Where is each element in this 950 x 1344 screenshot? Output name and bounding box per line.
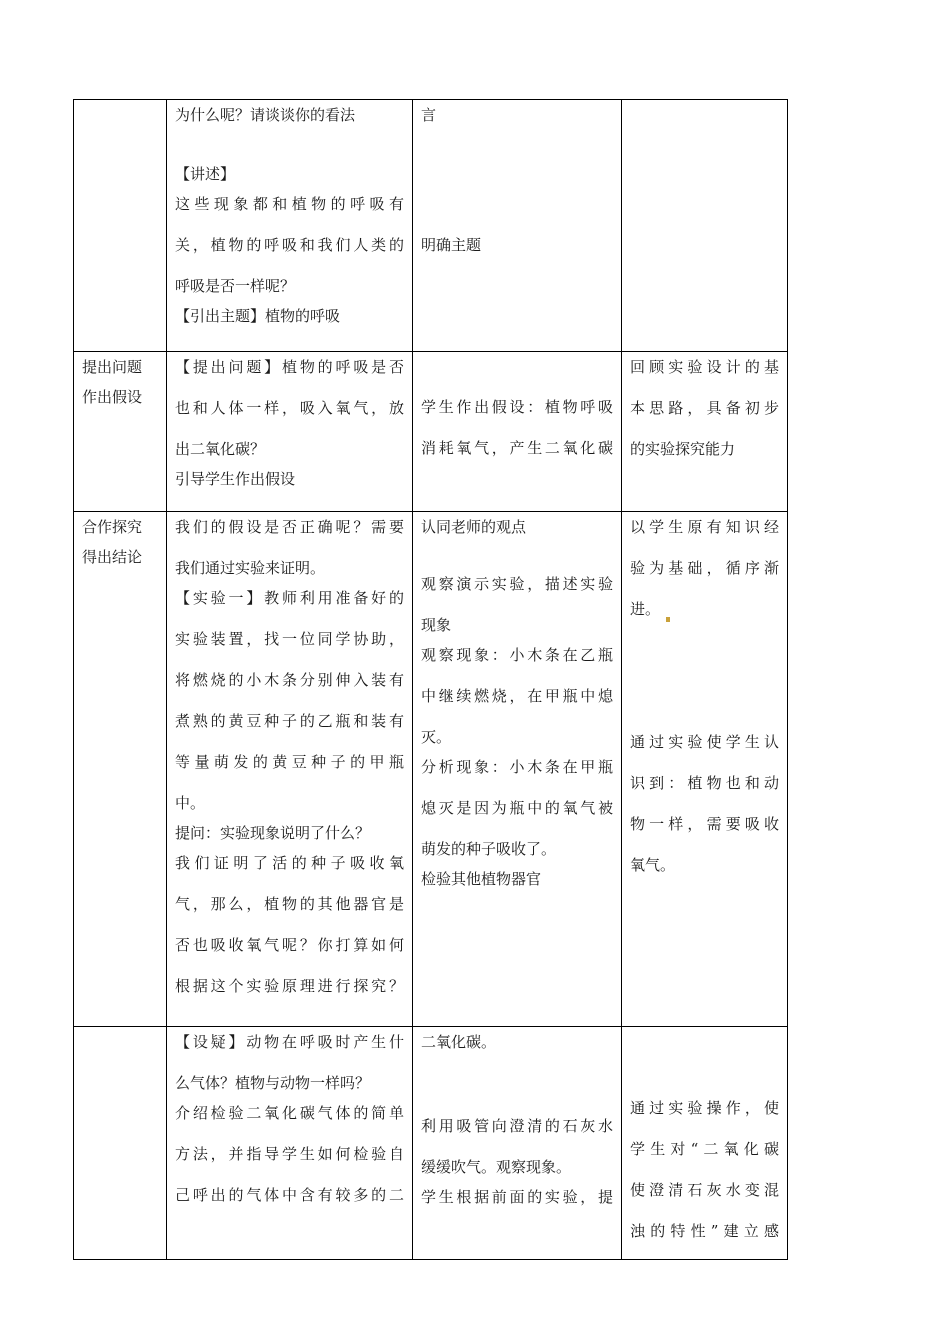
text-line: 介绍检验二氧化碳气体的简单 bbox=[175, 1104, 404, 1122]
text-line: 为什么呢？请谈谈你的看法 bbox=[175, 106, 356, 124]
text-line: 验为基础，循序渐 bbox=[630, 559, 779, 577]
design-intent-cell bbox=[622, 512, 788, 1027]
text-line: 我们证明了活的种子吸收氧 bbox=[175, 854, 404, 872]
stage-cell bbox=[74, 352, 167, 512]
text-line: 作出假设 bbox=[82, 388, 143, 406]
stage-cell bbox=[74, 512, 167, 1027]
text-line: 认同老师的观点 bbox=[421, 518, 527, 536]
text-line: 呼吸是否一样呢？ bbox=[175, 277, 296, 295]
text-line: 明确主题 bbox=[421, 236, 482, 254]
table-row bbox=[74, 1027, 788, 1260]
text-line: 学生根据前面的实验，提 bbox=[421, 1188, 613, 1206]
teacher-activity-cell bbox=[167, 352, 413, 512]
text-line: 引导学生作出假设 bbox=[175, 470, 296, 488]
text-line: 缓缓吹气。观察现象。 bbox=[421, 1158, 572, 1176]
text-line: 我们的假设是否正确呢？需要 bbox=[175, 518, 404, 536]
text-line-content: 进。 bbox=[630, 600, 661, 618]
stage-cell bbox=[74, 100, 167, 352]
student-activity-cell bbox=[413, 100, 622, 352]
text-line: 将燃烧的小木条分别伸入装有 bbox=[175, 671, 404, 689]
text-line: 【引出主题】植物的呼吸 bbox=[175, 307, 341, 325]
text-line: 利用吸管向澄清的石灰水 bbox=[421, 1117, 613, 1135]
text-line: 【实验一】教师利用准备好的 bbox=[175, 589, 404, 607]
text-line: 否也吸收氧气呢？你打算如何 bbox=[175, 936, 404, 954]
text-line: 识到：植物也和动 bbox=[630, 774, 779, 792]
design-intent-cell bbox=[622, 352, 788, 512]
student-activity-cell bbox=[413, 1027, 622, 1260]
text-line: 这些现象都和植物的呼吸有 bbox=[175, 195, 404, 213]
student-activity-cell bbox=[413, 352, 622, 512]
text-line: 检验其他植物器官 bbox=[421, 870, 542, 888]
text-line: 回顾实验设计的基 bbox=[630, 358, 779, 376]
text-line: 【设疑】动物在呼吸时产生什 bbox=[175, 1033, 404, 1051]
text-line: 提问：实验现象说明了什么？ bbox=[175, 824, 371, 842]
text-line: 中继续燃烧，在甲瓶中熄 bbox=[421, 687, 613, 705]
text-line: 物一样，需要吸收 bbox=[630, 815, 779, 833]
text-line: 言 bbox=[421, 106, 437, 124]
text-line: 学生对“二氧化碳 bbox=[630, 1140, 779, 1158]
text-line: 【讲述】 bbox=[175, 165, 236, 183]
text-line: 也和人体一样，吸入氧气，放 bbox=[175, 399, 404, 417]
text-line: 得出结论 bbox=[82, 548, 143, 566]
text-line: 学生作出假设：植物呼吸 bbox=[421, 398, 613, 416]
text-line: 灭。 bbox=[421, 728, 452, 746]
stage-cell bbox=[74, 1027, 167, 1260]
lesson-plan-table bbox=[73, 99, 788, 1260]
student-activity-cell bbox=[413, 512, 622, 1027]
text-line: 二氧化碳。 bbox=[421, 1033, 497, 1051]
text-line: 的实验探究能力 bbox=[630, 440, 736, 458]
text-line: 通过实验操作，使 bbox=[630, 1099, 779, 1117]
table-row bbox=[74, 352, 788, 512]
text-line: 出二氧化碳？ bbox=[175, 440, 266, 458]
text-line: 么气体？植物与动物一样吗？ bbox=[175, 1074, 371, 1092]
ink-speck bbox=[666, 617, 670, 622]
table-row bbox=[74, 512, 788, 1027]
text-line: 合作探究 bbox=[82, 518, 143, 536]
teacher-activity-cell bbox=[167, 100, 413, 352]
text-line: 熄灭是因为瓶中的氧气被 bbox=[421, 799, 613, 817]
text-line bbox=[630, 596, 779, 637]
text-line: 方法，并指导学生如何检验自 bbox=[175, 1145, 404, 1163]
text-line: 我们通过实验来证明。 bbox=[175, 559, 326, 577]
text-line: 己呼出的气体中含有较多的二 bbox=[175, 1186, 404, 1204]
text-line: 氧气。 bbox=[630, 856, 676, 874]
text-line: 萌发的种子吸收了。 bbox=[421, 840, 557, 858]
text-line: 实验装置，找一位同学协助， bbox=[175, 630, 404, 648]
teacher-activity-cell bbox=[167, 1027, 413, 1260]
teacher-activity-cell bbox=[167, 512, 413, 1027]
text-line: 观察现象：小木条在乙瓶 bbox=[421, 646, 613, 664]
text-line: 提出问题 bbox=[82, 358, 143, 376]
text-line bbox=[175, 232, 404, 273]
text-line: 中。 bbox=[175, 794, 206, 812]
text-line: 观察演示实验，描述实验 bbox=[421, 575, 613, 593]
text-line: 使澄清石灰水变混 bbox=[630, 1181, 779, 1199]
text-line: 根据这个实验原理进行探究？ bbox=[175, 977, 404, 995]
text-line: 浊的特性”建立感 bbox=[630, 1222, 779, 1240]
text-line: 气，那么，植物的其他器官是 bbox=[175, 895, 404, 913]
design-intent-cell bbox=[622, 100, 788, 352]
text-line: 煮熟的黄豆种子的乙瓶和装有 bbox=[175, 712, 404, 730]
text-line: 【提出问题】植物的呼吸是否 bbox=[175, 358, 404, 376]
text-line: 消耗氧气，产生二氧化碳 bbox=[421, 439, 613, 457]
text-line: 分析现象：小木条在甲瓶 bbox=[421, 758, 613, 776]
text-line: 以学生原有知识经 bbox=[630, 518, 779, 536]
table-row bbox=[74, 100, 788, 352]
text-line: 现象 bbox=[421, 616, 452, 634]
text-line-content: 关，植物的呼吸和我们人类的 bbox=[175, 236, 404, 254]
design-intent-cell bbox=[622, 1027, 788, 1260]
text-line: 本思路，具备初步 bbox=[630, 399, 779, 417]
text-line: 等量萌发的黄豆种子的甲瓶 bbox=[175, 753, 404, 771]
text-line: 通过实验使学生认 bbox=[630, 733, 779, 751]
